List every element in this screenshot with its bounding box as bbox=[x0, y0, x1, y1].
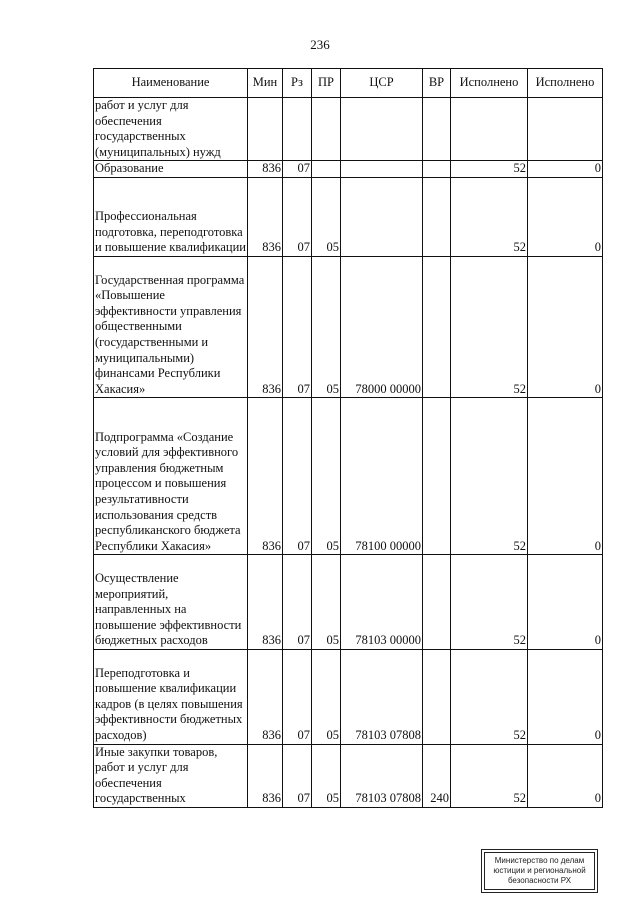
budget-table bbox=[93, 68, 603, 808]
cell-executed-2: 0 bbox=[528, 161, 603, 178]
header-rz: Рз bbox=[283, 69, 312, 98]
header-min: Мин bbox=[248, 69, 283, 98]
table-row bbox=[94, 555, 603, 650]
cell-executed-2: 0 bbox=[528, 555, 603, 650]
cell-vr bbox=[423, 555, 451, 650]
cell-rz: 07 bbox=[283, 649, 312, 744]
cell-pr: 05 bbox=[312, 398, 341, 555]
cell-executed-1 bbox=[451, 98, 528, 161]
table-row bbox=[94, 398, 603, 555]
table-row bbox=[94, 161, 603, 178]
registration-stamp bbox=[484, 852, 595, 890]
cell-vr bbox=[423, 649, 451, 744]
table-header-row bbox=[94, 69, 603, 98]
cell-rz: 07 bbox=[283, 161, 312, 178]
cell-csr: 78103 07808 bbox=[341, 744, 423, 807]
cell-min: 836 bbox=[248, 161, 283, 178]
cell-csr: 78103 07808 bbox=[341, 649, 423, 744]
cell-min: 836 bbox=[248, 177, 283, 256]
cell-executed-1: 52 bbox=[451, 398, 528, 555]
cell-executed-1: 52 bbox=[451, 161, 528, 178]
cell-rz: 07 bbox=[283, 256, 312, 397]
table-row bbox=[94, 98, 603, 161]
cell-pr: 05 bbox=[312, 555, 341, 650]
header-executed-2: Исполнено bbox=[528, 69, 603, 98]
table-row bbox=[94, 256, 603, 397]
cell-vr bbox=[423, 98, 451, 161]
cell-csr bbox=[341, 98, 423, 161]
cell-vr bbox=[423, 177, 451, 256]
header-csr: ЦСР bbox=[341, 69, 423, 98]
cell-executed-1: 52 bbox=[451, 555, 528, 650]
table-body bbox=[94, 98, 603, 808]
cell-min bbox=[248, 98, 283, 161]
cell-csr: 78103 00000 bbox=[341, 555, 423, 650]
cell-rz: 07 bbox=[283, 744, 312, 807]
cell-rz bbox=[283, 98, 312, 161]
page-number: 236 bbox=[310, 37, 330, 52]
cell-pr bbox=[312, 161, 341, 178]
cell-min: 836 bbox=[248, 555, 283, 650]
cell-vr bbox=[423, 398, 451, 555]
cell-executed-1: 52 bbox=[451, 256, 528, 397]
cell-rz: 07 bbox=[283, 555, 312, 650]
cell-vr bbox=[423, 161, 451, 178]
stamp-line-3: безопасности РХ bbox=[507, 876, 572, 885]
cell-name: Профессиональная подготовка, переподготовка и повышение квалификации bbox=[94, 177, 248, 256]
cell-rz: 07 bbox=[283, 177, 312, 256]
cell-executed-1: 52 bbox=[451, 649, 528, 744]
header-name: Наименование bbox=[94, 69, 248, 98]
table-row bbox=[94, 744, 603, 807]
cell-name: работ и услуг для обеспечения государственных (муниципальных) нужд bbox=[94, 98, 248, 161]
cell-executed-2: 0 bbox=[528, 256, 603, 397]
cell-csr: 78100 00000 bbox=[341, 398, 423, 555]
cell-name: Осуществление мероприятий, направленных на повышение эффективности бюджетных расходов bbox=[94, 555, 248, 650]
header-executed-1: Исполнено bbox=[451, 69, 528, 98]
cell-pr: 05 bbox=[312, 744, 341, 807]
cell-name: Образование bbox=[94, 161, 248, 178]
cell-name: Переподготовка и повышение квалификации кадров (в целях повышения эффективности бюджетных расходов) bbox=[94, 649, 248, 744]
cell-pr: 05 bbox=[312, 177, 341, 256]
cell-rz: 07 bbox=[283, 398, 312, 555]
cell-min: 836 bbox=[248, 398, 283, 555]
cell-executed-2: 0 bbox=[528, 177, 603, 256]
stamp-line-2: юстиции и региональной bbox=[493, 866, 586, 875]
cell-executed-2 bbox=[528, 98, 603, 161]
cell-min: 836 bbox=[248, 744, 283, 807]
stamp-line-1: Министерство по делам bbox=[494, 856, 585, 865]
cell-name: Государственная программа «Повышение эффективности управления общественными (государственными и муниципальными) финансами Республики Хакасия» bbox=[94, 256, 248, 397]
cell-executed-1: 52 bbox=[451, 177, 528, 256]
header-vr: ВР bbox=[423, 69, 451, 98]
cell-name: Иные закупки товаров, работ и услуг для обеспечения государственных bbox=[94, 744, 248, 807]
cell-executed-2: 0 bbox=[528, 649, 603, 744]
table-row bbox=[94, 649, 603, 744]
cell-executed-2: 0 bbox=[528, 744, 603, 807]
cell-min: 836 bbox=[248, 649, 283, 744]
header-pr: ПР bbox=[312, 69, 341, 98]
cell-csr bbox=[341, 177, 423, 256]
cell-csr bbox=[341, 161, 423, 178]
cell-pr: 05 bbox=[312, 649, 341, 744]
cell-vr bbox=[423, 256, 451, 397]
cell-executed-1: 52 bbox=[451, 744, 528, 807]
cell-min: 836 bbox=[248, 256, 283, 397]
cell-pr bbox=[312, 98, 341, 161]
cell-name: Подпрограмма «Создание условий для эффективного управления бюджетным процессом и повышения результативности использования средств республиканского бюджета Республики Хакасия» bbox=[94, 398, 248, 555]
cell-executed-2: 0 bbox=[528, 398, 603, 555]
cell-pr: 05 bbox=[312, 256, 341, 397]
table-row bbox=[94, 177, 603, 256]
cell-vr: 240 bbox=[423, 744, 451, 807]
cell-csr: 78000 00000 bbox=[341, 256, 423, 397]
